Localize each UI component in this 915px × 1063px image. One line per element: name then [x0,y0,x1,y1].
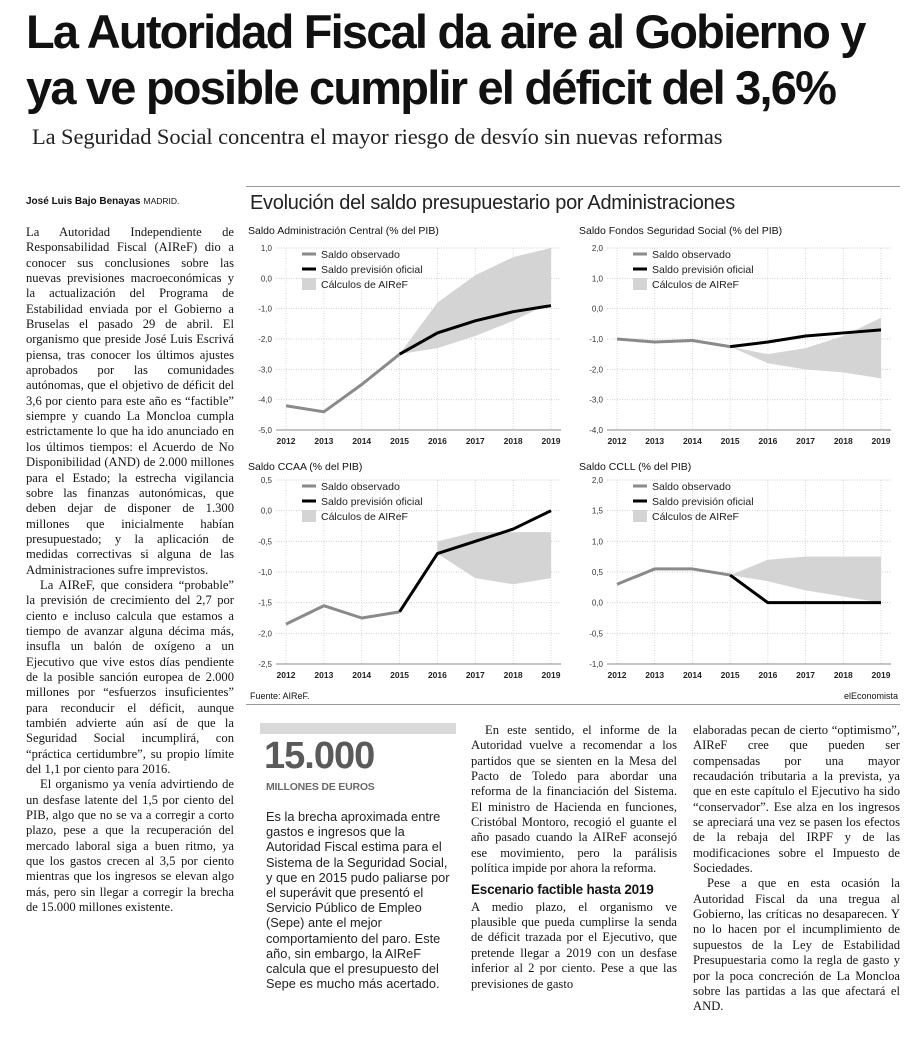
x-tick-label: 2015 [390,436,410,446]
observed-line [617,339,730,347]
x-tick-label: 2015 [720,670,740,680]
x-tick-label: 2014 [682,670,702,680]
y-tick-label: 2,0 [591,244,603,253]
airef-band [437,532,551,584]
y-tick-label: 0,5 [591,568,603,577]
subtitle: La Seguridad Social concentra el mayor riesgo de desvío sin nuevas reformas [32,124,723,149]
legend-swatch [633,278,647,290]
infobox-text: Es la brecha aproximada entre gastos e ingresos que la Autoridad Fiscal estima para el Sistema de la Seguridad Social, y que en 2015 pudo paliarse por el superávit que presentó el Servicio Público de Empleo (Sepe) ante el mejor comportamiento del paro. Este año, sin embargo, la AIReF calcula que el presupuesto del Sepe es mucho más acertado. [266,809,450,992]
y-tick-label: -1,0 [258,304,272,314]
legend-label: Saldo previsión oficial [321,496,423,508]
paragraph: elaboradas pecan de cierto “optimismo”, AIReF cree que pueden ser compensadas por una mayor recaudación tributaria a la prevista, ya que en este capítulo el Ejecutivo ha sido “conservador”. Ese alza en los ingresos se apreciará una vez se pasen los efectos de la rebaja del IRPF y de las modificaciones sobre el Impuesto de Sociedades. [693,723,900,876]
x-tick-label: 2019 [871,670,891,680]
legend-label: Cálculos de AIReF [321,279,408,291]
y-tick-label: -0,5 [589,629,603,639]
x-tick-label: 2019 [871,436,891,446]
author: José Luis Bajo Benayas [26,196,141,207]
y-tick-label: -1,0 [589,335,603,344]
chart-panel-3 [248,461,561,680]
x-tick-label: 2012 [276,436,296,446]
x-tick-label: 2014 [352,670,372,680]
observed-line [286,606,400,624]
x-tick-label: 2018 [833,670,853,680]
infobox [260,723,456,1047]
chart-panel-4 [579,461,891,680]
y-tick-label: -1,5 [258,598,272,608]
x-tick-label: 2013 [314,670,334,680]
paragraph: El organismo ya venía advirtiendo de un desfase latente del 1,5 por ciento del PIB, algo que no se va a corregir a corto plazo, pese a que la recuperación del mercado laboral siga a buen ritmo, ya que los gastos crecen al 3,5 por ciento mientras que los ingresos se elevan algo más, pero sin llegar a corregir la brecha de 15.000 millones existente. [26,777,234,915]
chart-panel-title: Saldo CCLL (% del PIB) [579,461,692,473]
y-tick-label: 0,0 [591,304,603,314]
y-tick-label: 1,0 [591,274,603,284]
legend-label: Saldo previsión oficial [652,496,754,508]
divider [246,704,900,705]
chart-source: Fuente: AIReF. [250,691,310,701]
dateline: MADRID. [143,196,180,206]
observed-line [286,354,400,412]
legend-label: Saldo observado [652,249,731,261]
y-tick-label: -2,0 [258,335,272,344]
observed-line [617,569,730,584]
byline [26,196,179,207]
y-tick-label: -3,0 [589,395,603,405]
legend-swatch [302,278,316,290]
x-tick-label: 2014 [352,436,372,446]
x-tick-label: 2013 [314,436,334,446]
legend-label: Saldo previsión oficial [321,264,423,276]
x-tick-label: 2019 [541,436,561,446]
x-tick-label: 2017 [465,670,485,680]
x-tick-label: 2016 [427,670,447,680]
paragraph: A medio plazo, el organismo ve plausible que pueda cumplirse la senda de déficit trazada por el Ejecutivo, que pretende llegar a 2019 con un desfase inferior al 2 por ciento. Pese a que las previsiones de gasto [471,899,677,991]
y-tick-label: 0,0 [260,506,272,516]
chart-brand: elEconomista [843,691,898,701]
x-tick-label: 2016 [758,436,778,446]
section-heading: Escenario factible hasta 2019 [471,882,654,898]
x-tick-label: 2014 [682,436,702,446]
chart-panel-1 [248,225,561,446]
x-tick-label: 2018 [503,670,523,680]
y-tick-label: 0,5 [260,476,272,485]
legend-label: Cálculos de AIReF [652,511,739,523]
headline: La Autoridad Fiscal da aire al Gobierno y ya ve posible cumplir el déficit del 3,6% [26,5,865,114]
x-tick-label: 2012 [607,670,627,680]
legend-label: Saldo previsión oficial [652,264,754,276]
charts-svg [246,186,900,686]
y-tick-label: -1,0 [589,660,603,669]
x-tick-label: 2017 [796,670,816,680]
x-tick-label: 2017 [796,436,816,446]
paragraph: La Autoridad Independiente de Responsabilidad Fiscal (AIReF) dio a conocer sus conclusiones sobre las nuevas previsiones macroeconómicas y la actualización del Programa de Estabilidad enviada por el Gobierno a Bruselas el pasado 29 de abril. El organismo que preside José Luis Escrivá piensa, tras conocer los últimos ajustes aprobados por las comunidades autónomas, que el objetivo de déficit del 3,6 por ciento para este año es “factible” siempre y cuando La Moncloa cumpla estrictamente lo que ha ido anunciado en los últimos tiempos: el Acuerdo de No Disponibilidad (AND) de 2.000 millones para el Estado; la estrecha vigilancia sobre las finanzas autonómicas, que deben dejar de disponer de 1.300 millones que inicialmente habían presupuestado; y la aplicación de medidas correctivas si alguna de las Administraciones sufre imprevistos. [26,225,234,577]
y-tick-label: -5,0 [258,426,272,435]
x-tick-label: 2016 [758,670,778,680]
x-tick-label: 2018 [833,436,853,446]
chart-panel-title: Saldo Fondos Seguridad Social (% del PIB) [579,225,783,237]
paragraph: Pese a que en esta ocasión la Autoridad Fiscal da una tregua al Gobierno, las críticas no desaparecen. Y no lo hacen por el incumplimiento de supuestos de la Ley de Estabilidad Presupuestaria como la regla de gasto y por la poca concreción de La Moncloa sobre las partidas a las que afectará el AND. [693,876,900,1014]
x-tick-label: 2016 [427,436,447,446]
legend-label: Cálculos de AIReF [321,511,408,523]
article-column-1 [26,225,234,915]
x-tick-label: 2013 [645,436,665,446]
chart-title: Evolución del saldo presupuestario por Administraciones [250,192,735,214]
legend-swatch [633,510,647,522]
x-tick-label: 2015 [390,670,410,680]
y-tick-label: -2,0 [258,629,272,639]
y-tick-label: 0,0 [260,274,272,284]
x-tick-label: 2012 [607,436,627,446]
y-tick-label: 1,0 [260,244,272,253]
x-tick-label: 2013 [645,670,665,680]
chart-panel [246,186,900,710]
y-tick-label: -2,0 [589,365,603,375]
legend-label: Saldo observado [321,249,400,261]
y-tick-label: 1,5 [591,506,603,516]
x-tick-label: 2019 [541,670,561,680]
y-tick-label: 1,0 [591,537,603,547]
y-tick-label: -3,0 [258,365,272,375]
infobox-number: 15.000 [264,735,375,777]
legend-label: Saldo observado [652,481,731,493]
chart-panel-2 [579,225,891,446]
y-tick-label: -4,0 [589,426,603,435]
x-tick-label: 2017 [465,436,485,446]
infobox-bar [260,723,456,734]
y-tick-label: -4,0 [258,395,272,405]
y-tick-label: -0,5 [258,537,272,547]
y-tick-label: -2,5 [258,660,272,669]
x-tick-label: 2018 [503,436,523,446]
article-column-4 [693,723,900,1015]
x-tick-label: 2015 [720,436,740,446]
infobox-unit: MILLONES DE EUROS [266,781,375,793]
y-tick-label: 0,0 [591,598,603,608]
legend-label: Saldo observado [321,481,400,493]
x-tick-label: 2012 [276,670,296,680]
y-tick-label: 2,0 [591,476,603,485]
article-column-3 [471,723,677,992]
legend-swatch [302,510,316,522]
paragraph: La AIReF, que considera “probable” la previsión de crecimiento del 2,7 por ciento e incluso calcula que estamos a tiempo de avanzar alguna décima más, insufla un balón de oxígeno a un Ejecutivo que vive estos días pendiente de la posible sanción europea de 2.000 millones por “esfuerzos insuficientes” para reconducir el déficit, aunque también advierte aún así de que la Seguridad Social incumplirá, con “práctica certidumbre”, su propio límite del 1,1 por ciento para 2016. [26,577,234,777]
y-tick-label: -1,0 [258,568,272,577]
chart-panel-title: Saldo Administración Central (% del PIB) [248,225,439,237]
legend-label: Cálculos de AIReF [652,279,739,291]
paragraph: En este sentido, el informe de la Autoridad vuelve a recomendar a los partidos que se sienten en la Mesa del Pacto de Toledo para abordar una reforma de la financiación del Sistema. El ministro de Hacienda en funciones, Cristóbal Montoro, recogió el guante el año pasado cuando la AIReF aconsejó ese movimiento, pero la parálisis política impide por ahora la reforma. [471,723,677,876]
chart-panel-title: Saldo CCAA (% del PIB) [248,461,363,473]
